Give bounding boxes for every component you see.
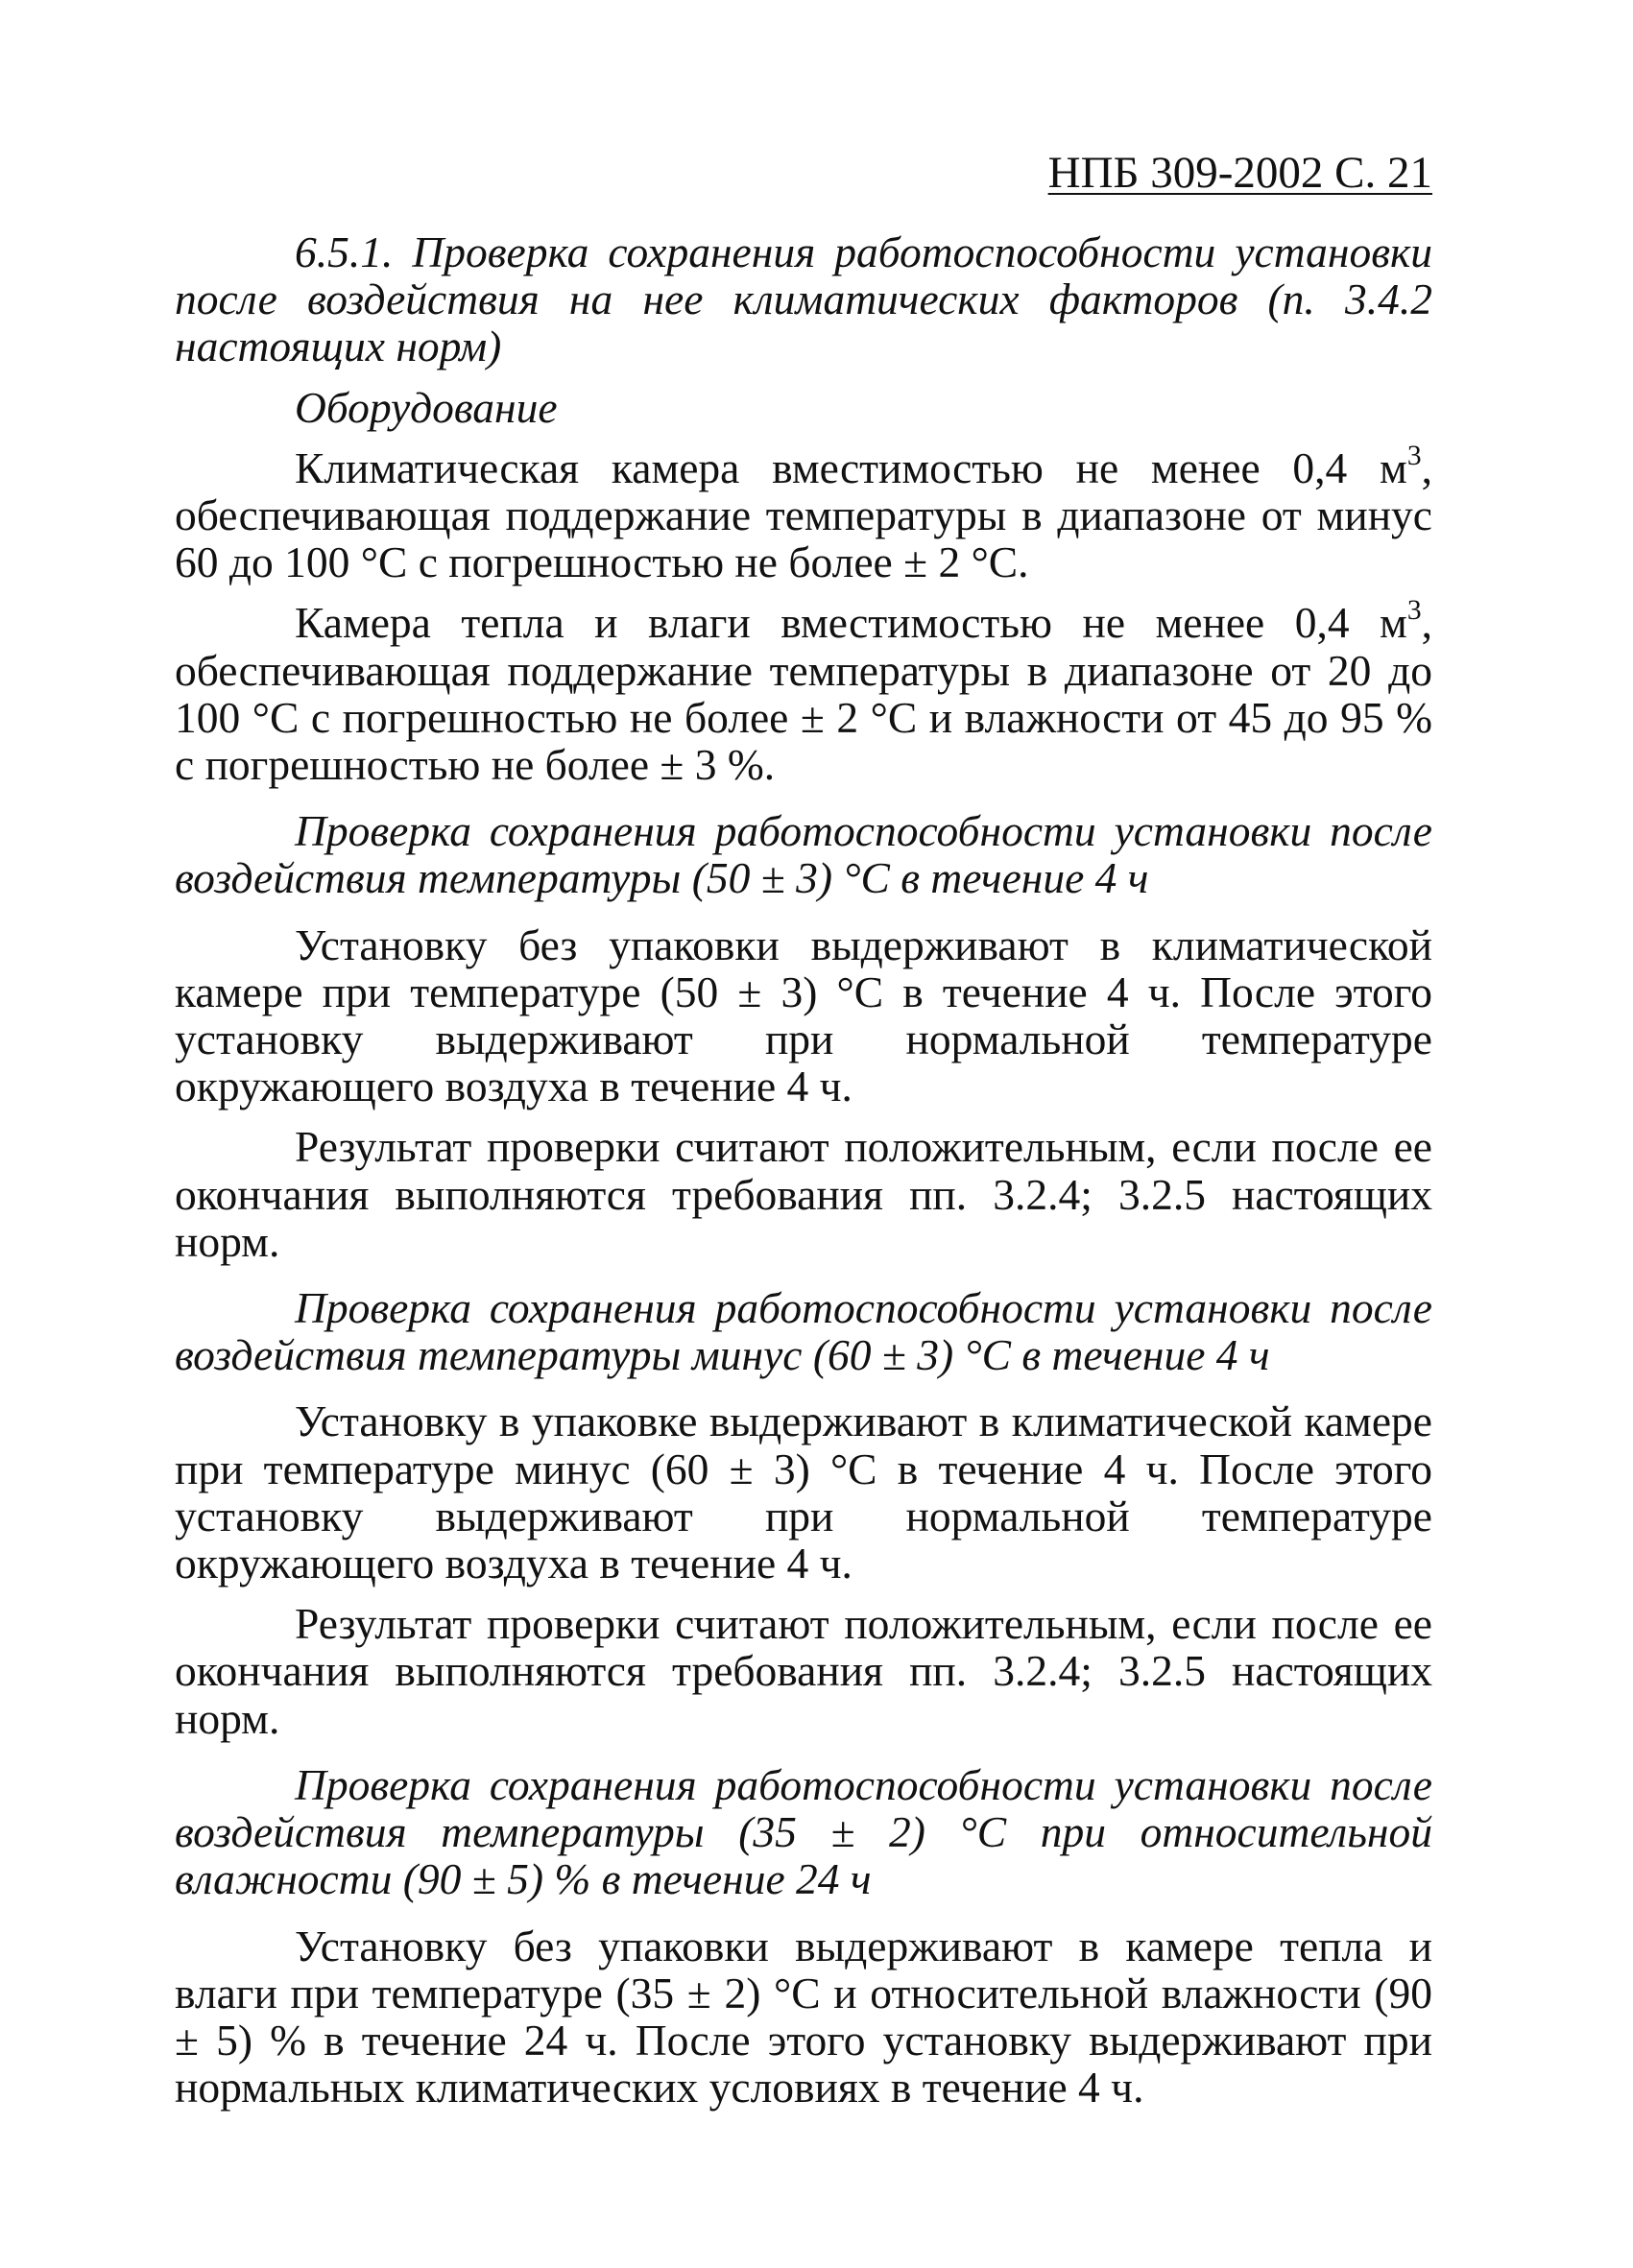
- check-1-procedure: Установку без упаковки выдерживают в климатической камере при температуре (50 ± 3) °С в течение 4 ч. После этого установку выдерживают при нормальной температуре окружающего воздуха в течение 4 ч.: [175, 919, 1432, 1111]
- equipment-paragraph-1-text-a: Климатическая камера вместимостью не менее 0,4 м: [295, 442, 1407, 492]
- check-3-heading: Проверка сохранения работоспособности установки после воздействия температуры (35 ± 2) °С при относительной влажности (90 ± 5) % в течение 24 ч: [175, 1759, 1432, 1904]
- section-6-5-1-title: 6.5.1. Проверка сохранения работоспособности установки после воздействия на нее климатических факторов (п. 3.4.2 настоящих норм): [175, 227, 1432, 371]
- page-header: [960, 146, 1432, 200]
- check-1-heading: Проверка сохранения работоспособности установки после воздействия температуры (50 ± 3) °С в течение 4 ч: [175, 806, 1432, 903]
- equipment-paragraph-2-superscript: 3: [1406, 595, 1422, 627]
- equipment-heading: Оборудование: [295, 382, 558, 432]
- equipment-paragraph-heat-humidity-chamber: [175, 595, 1432, 790]
- equipment-paragraph-2-text-a: Камера тепла и влаги вместимостью не менее 0,4 м: [295, 598, 1407, 648]
- equipment-paragraph-climatic-chamber: [175, 440, 1432, 587]
- equipment-paragraph-1-superscript: 3: [1406, 440, 1422, 471]
- check-2-procedure: Установку в упаковке выдерживают в климатической камере при температуре минус (60 ± 3) °С в течение 4 ч. После этого установку выдерживают при нормальной температуре окружающего воздуха в течение 4 ч.: [175, 1397, 1432, 1588]
- equipment-paragraph-2-text-b: , обеспечивающая поддержание температуры в диапазоне от 20 до 100 °С с погрешностью не более ± 2 °С и влажности от 45 до 95 % с погрешностью не более ± 3 %.: [175, 598, 1432, 790]
- document-body: [175, 228, 1432, 2111]
- equipment-paragraph-1-text-b: , обеспечивающая поддержание температуры в диапазоне от минус 60 до 100 °С с погрешностью не более ± 2 °С.: [175, 442, 1432, 587]
- header-doc-number: НПБ 309-2002 С. 21: [1047, 148, 1432, 198]
- check-2-result: Результат проверки считают положительным, если после ее окончания выполняются требования пп. 3.2.4; 3.2.5 настоящих норм.: [175, 1599, 1432, 1743]
- check-2-heading: Проверка сохранения работоспособности установки после воздействия температуры минус (60 ± 3) °С в течение 4 ч: [175, 1283, 1432, 1380]
- check-3-procedure: Установку без упаковки выдерживают в камере тепла и влаги при температуре (35 ± 2) °С и относительной влажности (90 ± 5) % в течение 24 ч. После этого установку выдерживают при нормальных климатических условиях в течение 4 ч.: [175, 1921, 1432, 2113]
- check-1-result: Результат проверки считают положительным, если после ее окончания выполняются требования пп. 3.2.4; 3.2.5 настоящих норм.: [175, 1122, 1432, 1266]
